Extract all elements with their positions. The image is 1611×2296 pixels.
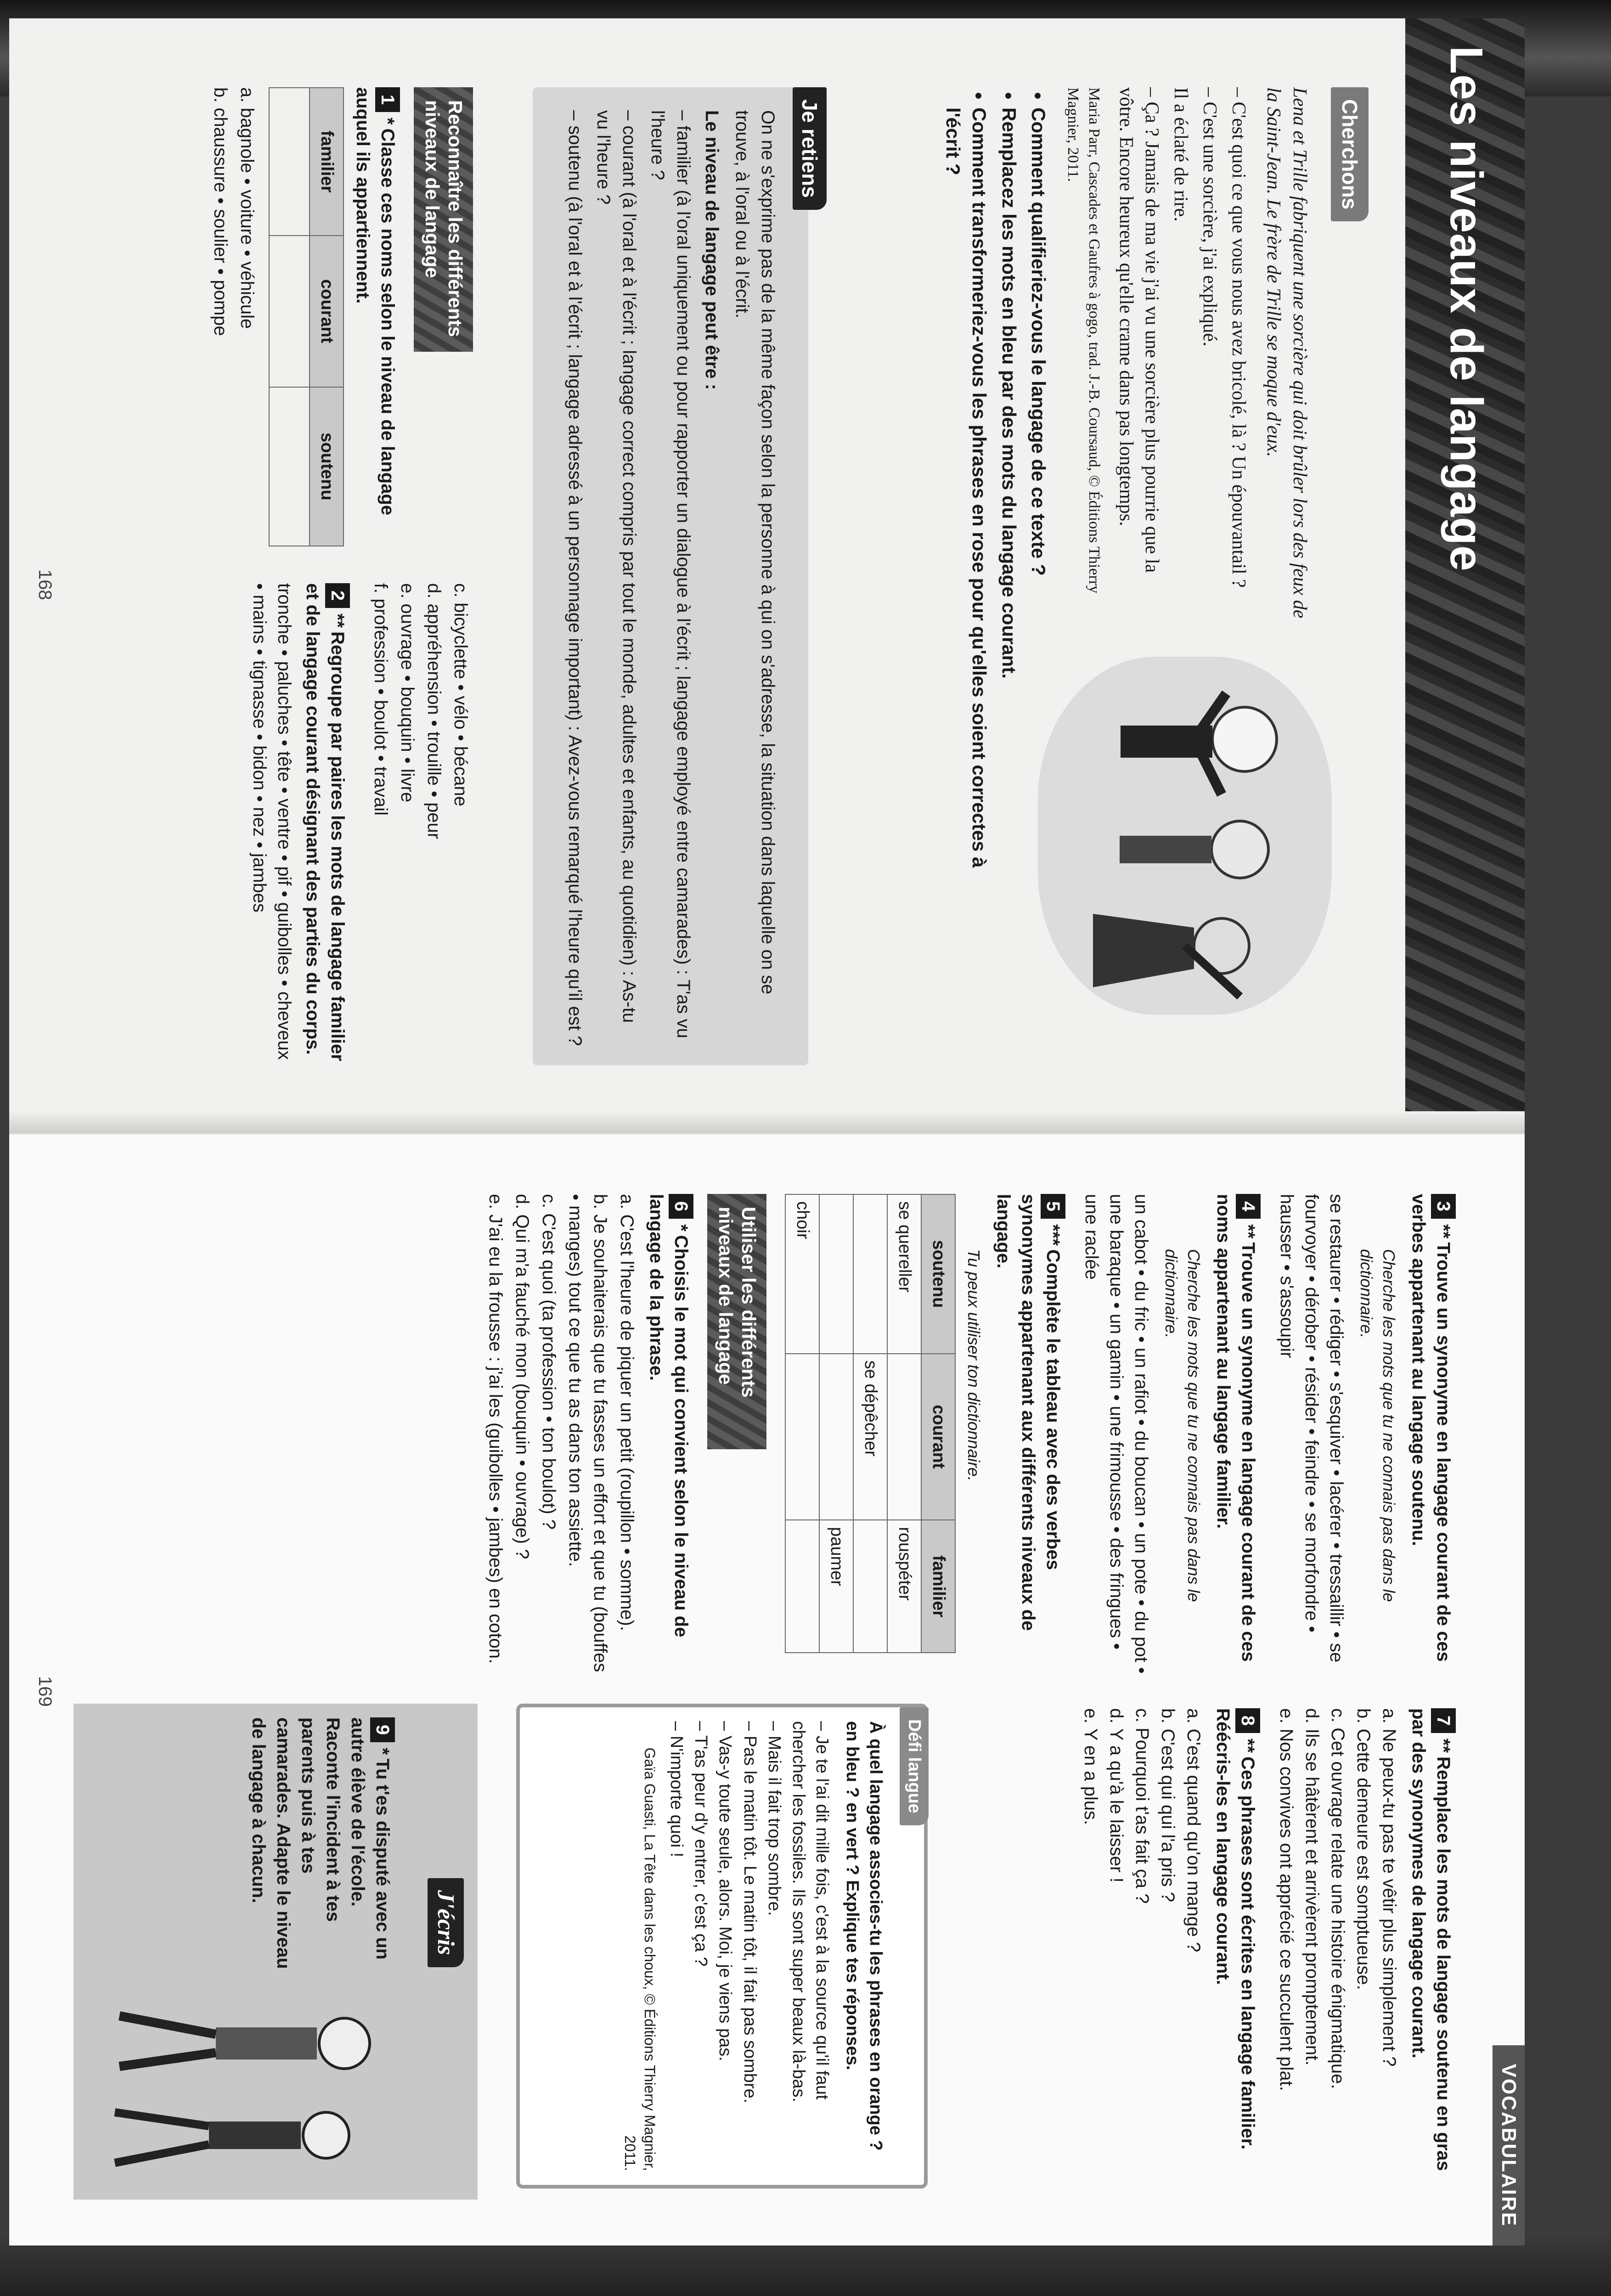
table-cell[interactable]: se dépêcher: [853, 1354, 887, 1520]
exercise-3-words: se restaurer • rédiger • s'esquiver • lacérer • tressaillir • se fourvoyer • dérober • résider • feindre • se morfondre • hausser • s'assoupir: [1276, 1194, 1346, 1663]
source-citation: Maria Parr, Cascades et Gaufres à gogo, trad. J.-B. Coursaud, © Éditions Thierry Magnier, 2011.: [1065, 87, 1103, 594]
exercise-item: d. Y a qu'à le laisser !: [1106, 1708, 1127, 1883]
retiens-item: Le niveau de langage peut être :: [702, 110, 722, 390]
exercise-hint: Cherche les mots que tu ne connais pas dans le dictionnaire.: [1357, 1249, 1398, 1602]
exercise-item: e. Nos convives ont apprécié ce succulent plat.: [1276, 1708, 1296, 2091]
table-cell[interactable]: [819, 1194, 853, 1354]
table-header: familier: [310, 88, 344, 236]
children-illustration: [92, 1988, 395, 2186]
reconnaitre-section: [208, 87, 473, 560]
exercise-item: c. bicyclette • vélo • bécane: [451, 583, 471, 807]
exercise-number: 7: [1431, 1708, 1456, 1733]
page-number: 168: [35, 569, 55, 600]
table-cell[interactable]: [819, 1354, 853, 1520]
page-title: Les niveaux de langage: [1441, 46, 1492, 572]
exercise-hint: Tu peux utiliser ton dictionnaire.: [964, 1249, 983, 1481]
exercise-2-words: tronche • paluches • tête • ventre • pif • guibolles • cheveux • mains • tignasse • bidon • nez • jambes: [249, 583, 294, 1060]
textbook-spread: [9, 18, 1525, 2245]
exercise-item: d. appréhension • trouille • peur: [424, 583, 444, 839]
exercise-number: 5: [1041, 1194, 1065, 1219]
exercise-number: 6: [669, 1194, 693, 1219]
cherchons-section: [936, 87, 1369, 868]
exercise-9: 9*Tu t'es disputé avec un autre élève de l'école. Raconte l'incident à tes parents puis à tes camarades. Adapte le niveau de langage à chacun.: [246, 1717, 395, 1975]
witch-illustration: [1038, 657, 1332, 1015]
exercise-item: b. Cette demeure est somptueuse.: [1353, 1708, 1374, 1990]
intro-text: Lena et Trille fabriquent une sorcière qui doit brûler lors des feux de la Saint-Jean. Le frère de Trille se moque d'eux.: [1263, 87, 1310, 619]
defi-line: – Vas-y toute seule, alors. Moi, je viens pas.: [715, 1721, 735, 2061]
table-cell[interactable]: se quereller: [887, 1194, 921, 1354]
retiens-item: – soutenu (à l'oral et à l'écrit ; langage adressé à un personnage important) : Avez-vous remarqué l'heure qu'il est ?: [565, 110, 585, 1046]
je-retiens-box: [533, 87, 822, 1065]
exercise-item: f. profession • boulot • travail: [371, 583, 391, 816]
exercise-number: 4: [1236, 1194, 1261, 1219]
table-cell[interactable]: [269, 387, 310, 546]
vocabulaire-tab: VOCABULAIRE: [1493, 2045, 1525, 2245]
defi-langue-box: [516, 1704, 928, 2189]
table-header: soutenu: [921, 1194, 955, 1354]
exercise-item: b. Je souhaiterais que tu fasses un effort et que tu (bouffes • manges) tout ce que tu as dans ton assiette.: [565, 1194, 611, 1672]
exercise-item: d. Qui m'a fauché mon (bouquin • ouvrage) ?: [512, 1194, 533, 1559]
table-header: courant: [921, 1354, 955, 1520]
defi-line: – Je te l'ai dit mille fois, c'est à la source qu'il faut chercher les fossiles. Ils sont super beaux là-bas.: [789, 1721, 832, 2103]
dialogue-line: Il a éclaté de rire.: [1170, 87, 1192, 222]
utiliser-heading: Utiliser les différents niveaux de langage: [707, 1194, 766, 1449]
question-item: • Remplacez les mots en bleu par des mots du langage courant.: [996, 107, 1022, 888]
retiens-item: – courant (à l'oral et à l'écrit ; langage correct compris par tout le monde, adultes et enfants, au quotidien) : As-tu vu l'heure ?: [593, 110, 639, 1023]
table-cell[interactable]: [269, 236, 310, 387]
exercise-1-table: [269, 87, 344, 546]
question-item: • Comment qualifieriez-vous le langage de ce texte ?: [1025, 107, 1052, 888]
table-cell[interactable]: paumer: [819, 1520, 853, 1653]
exercise-8-title: 8**Ces phrases sont écrites en langage familier. Réécris-les en langage courant.: [1211, 1708, 1260, 2195]
defi-question: À quel langage associes-tu les phrases en orange ? en bleu ? en vert ? Explique tes réponses.: [842, 1721, 885, 2151]
exercise-item: a. C'est quand qu'on mange ?: [1183, 1708, 1204, 1953]
table-cell[interactable]: choir: [785, 1194, 819, 1354]
left-column: [483, 1194, 1456, 1676]
table-cell[interactable]: rouspéter: [887, 1520, 921, 1653]
exercise-5-title: 5***Complète le tableau avec des verbes synonymes appartenant aux différents niveaux de langage.: [991, 1194, 1065, 1676]
je-retiens-tag: Je retiens: [793, 87, 827, 210]
exercise-4-words: un cabot • du fric • un rafiot • du boucan • un pote • du pot • une baraque • un gamin • une frimousse • des fringues • une raclée: [1081, 1194, 1151, 1674]
exercise-5-table: [785, 1194, 956, 1653]
exercise-4-title: 4**Trouve un synonyme en langage courant de ces noms appartenant au langage familier.: [1211, 1194, 1261, 1676]
exercise-number: 3: [1431, 1194, 1456, 1219]
exercise-2-title: 2**Regroupe par paires les mots de langage familier et de langage courant désignant des parties du corps.: [300, 583, 350, 1065]
title-band: [1405, 18, 1525, 1130]
page-169: [9, 1134, 1525, 2245]
reconnaitre-heading: Reconnaître les différents niveaux de langage: [414, 87, 473, 352]
table-cell[interactable]: [785, 1354, 819, 1520]
jecris-box: [73, 1704, 478, 2200]
right-column: [1078, 1708, 1456, 2195]
question-item: • Comment transformeriez-vous les phrases en rose pour qu'elles soient correctes à l'écrit ?: [940, 107, 992, 888]
cherchons-tag: Cherchons: [1331, 87, 1369, 221]
exercise-number: 1: [375, 87, 400, 112]
table-cell[interactable]: [853, 1194, 887, 1354]
exercise-7-title: 7**Remplace les mots de langage soutenu en gras par des synonymes de langage courant.: [1406, 1708, 1456, 2195]
exercise-item: a. C'est l'heure de piquer un petit (roupillon • somme).: [617, 1194, 637, 1631]
exercise-number: 9: [370, 1717, 395, 1742]
table-header: soutenu: [310, 387, 344, 546]
exercise-item: a. Ne peux-tu pas te vêtir plus simplement ?: [1379, 1708, 1399, 2067]
exercise-1-continued: [247, 583, 473, 1065]
table-header: courant: [310, 236, 344, 387]
table-cell[interactable]: [853, 1520, 887, 1653]
dialogue-line: – Ça ? Jamais de ma vie j'ai vu une sorcière plus pourrie que la vôtre. Encore heureux qu'elle crame dans pas longtemps.: [1115, 87, 1163, 573]
exercise-item: c. Cet ouvrage relate une histoire énigmatique.: [1328, 1708, 1348, 2089]
retiens-item: – familier (à l'oral uniquement ou pour rapporter un dialogue à l'écrit ; langage employé entre camarades) : T'as vu l'heure ?: [648, 110, 693, 1039]
table-header: familier: [921, 1520, 955, 1653]
exercise-item: b. C'est qui qui l'a pris ?: [1158, 1708, 1178, 1902]
exercise-item: a. bagnole • voiture • véhicule: [237, 87, 258, 329]
exercise-item: e. J'ai eu la frousse : j'ai les (guibolles • jambes) en coton.: [485, 1194, 506, 1664]
exercise-3-title: 3**Trouve un synonyme en langage courant de ces verbes appartenant au langage soutenu.: [1406, 1194, 1456, 1676]
exercise-item: d. Ils se hâtèrent et arrivèrent promptement.: [1302, 1708, 1322, 2066]
exercise-6-title: 6*Choisis le mot qui convient selon le niveau de langage de la phrase.: [644, 1194, 693, 1676]
exercise-number: 8: [1235, 1708, 1260, 1733]
exercise-item: b. chaussure • soulier • pompe: [210, 87, 231, 336]
defi-line: – T'as peur d'y entrer, c'est ça ?: [691, 1721, 710, 1967]
exercise-1-title: 1*Classe ces noms selon le niveau de langage auquel ils appartiennent.: [350, 87, 400, 560]
retiens-item: On ne s'exprime pas de la même façon selon la personne à qui on s'adresse, la situation dans laquelle on se trouve, à l'oral ou à l'écrit.: [732, 110, 778, 995]
exercise-item: e. ouvrage • bouquin • livre: [397, 583, 417, 803]
table-cell[interactable]: [887, 1354, 921, 1520]
page-number: 169: [35, 1676, 55, 1707]
defi-line: – Pas le matin tôt. Le matin tôt, il fait pas sombre.: [740, 1721, 760, 2104]
table-cell[interactable]: [785, 1520, 819, 1653]
defi-langue-tag: Défi langue: [900, 1707, 929, 1825]
exercise-item: c. Pourquoi t'as fait ça ?: [1132, 1708, 1152, 1904]
defi-source: Gaïa Guasti, La Tête dans les choux, © Éditions Thierry Magnier, 2011.: [622, 1747, 659, 2171]
dialogue-line: – C'est quoi ce que vous nous avez bricolé, là ? Un épouvantail ?: [1228, 87, 1249, 588]
defi-line: – Mais il fait trop sombre.: [764, 1721, 784, 1916]
dialogue-line: – C'est une sorcière, j'ai expliqué.: [1199, 87, 1220, 347]
exercise-item: e. Y en a plus.: [1081, 1708, 1101, 1825]
table-cell[interactable]: [269, 88, 310, 236]
jecris-tag: J'écris: [428, 1878, 464, 1967]
exercise-item: c. C'est quoi (ta profession • ton boulot) ?: [539, 1194, 559, 1530]
defi-line: – N'importe quoi !: [666, 1721, 686, 1857]
exercise-number: 2: [325, 583, 350, 608]
exercise-hint: Cherche les mots que tu ne connais pas dans le dictionnaire.: [1162, 1249, 1203, 1602]
page-168: [9, 18, 1525, 1130]
